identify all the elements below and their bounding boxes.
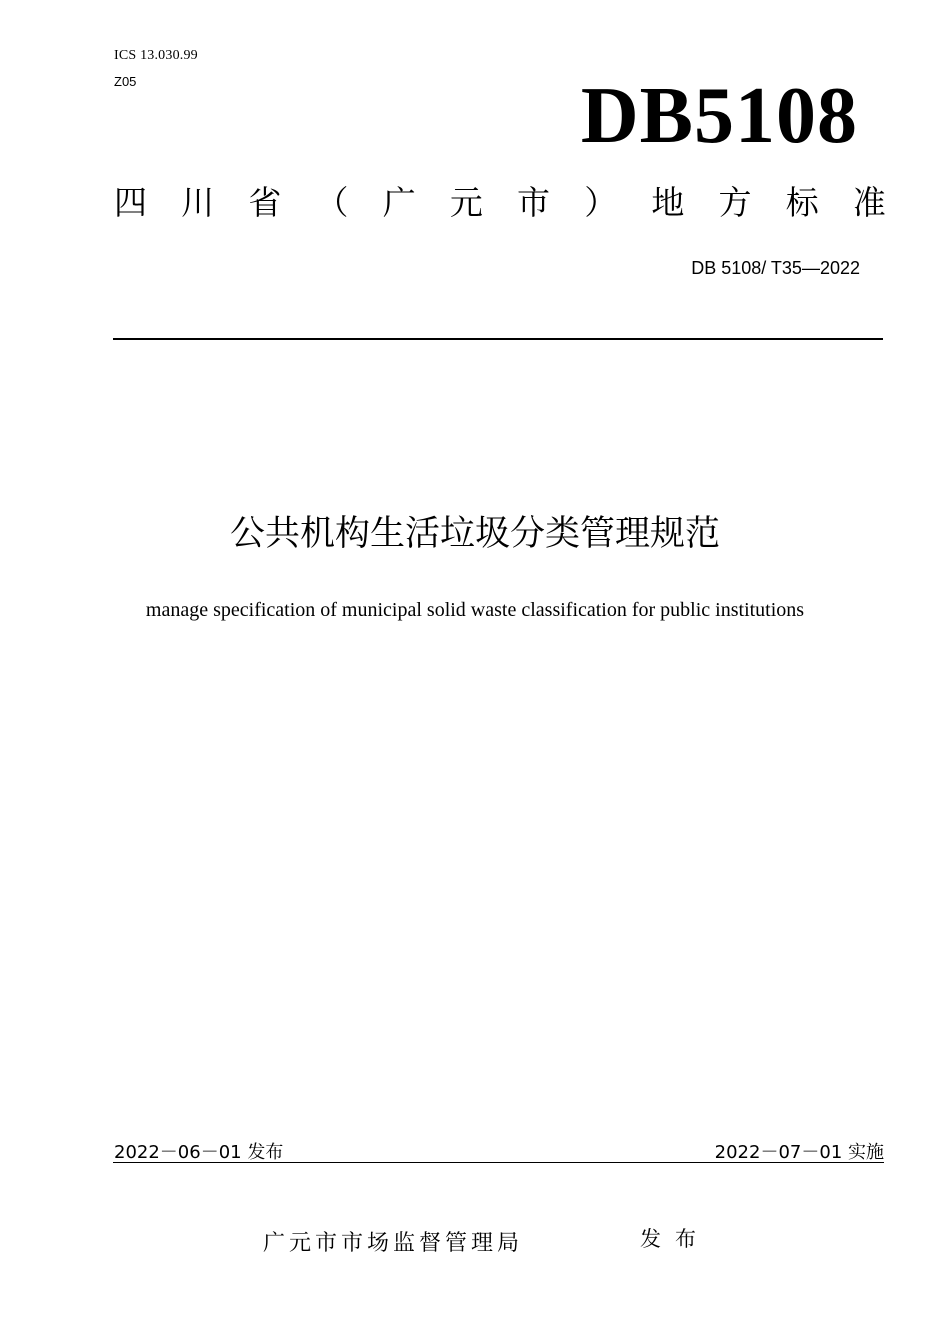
- document-title-chinese: 公共机构生活垃圾分类管理规范: [229, 514, 720, 554]
- standard-logo: DB5108: [580, 72, 858, 160]
- issue-verb: 发布: [640, 1227, 710, 1251]
- publish-date: 2022－06－01 发布: [114, 1142, 284, 1163]
- footer-divider: [113, 1162, 884, 1163]
- issuing-authority: 广元市市场监督管理局: [263, 1231, 524, 1256]
- standard-type-char: 省: [248, 183, 282, 222]
- standard-type-char: ）: [584, 183, 618, 222]
- standard-type-char: 广: [382, 183, 416, 222]
- header-divider: [113, 338, 883, 340]
- standard-type-char: 地: [651, 183, 685, 222]
- standard-type-char: 元: [449, 183, 483, 222]
- standard-type-char: 川: [181, 183, 215, 222]
- standard-type-title: [114, 183, 886, 222]
- standard-type-char: 四: [114, 183, 147, 222]
- ics-code: ICS 13.030.99: [114, 48, 198, 63]
- standard-type-char: 方: [718, 183, 752, 222]
- standard-number: DB 5108/ T35—2022: [691, 258, 860, 278]
- implement-date: 2022－07－01 实施: [714, 1142, 884, 1163]
- standard-type-char: 准: [852, 183, 886, 222]
- ccs-code: Z05: [114, 74, 137, 89]
- document-title-english: manage specification of municipal solid waste classification for public institutions: [145, 599, 805, 621]
- standard-type-char: （: [315, 183, 349, 222]
- standard-type-char: 市: [517, 183, 551, 222]
- standard-type-char: 标: [785, 183, 819, 222]
